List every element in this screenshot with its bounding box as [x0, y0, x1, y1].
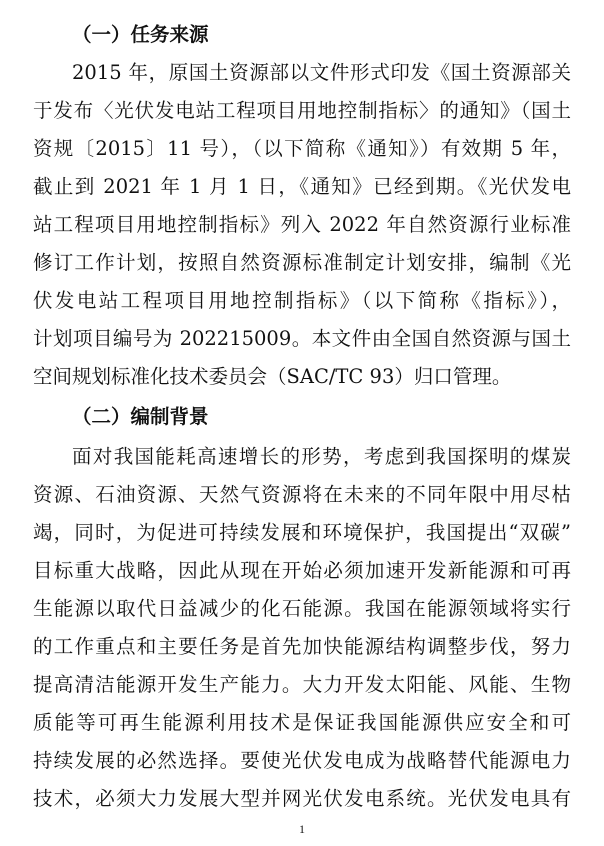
paragraph-line: 面对我国能耗高速增长的形势，考虑到我国探明的煤炭 — [72, 445, 571, 468]
paragraph-line: 质能等可再生能源利用技术是保证我国能源供应安全和可 — [33, 711, 571, 734]
paragraph-line: 目标重大战略，因此从现在开始必须加速开发新能源和可再 — [33, 559, 571, 582]
page-number: 1 — [299, 822, 305, 836]
paragraph-line: 伏发电站工程项目用地控制指标》（以下简称《指标》）， — [33, 289, 571, 312]
paragraph-line: 持续发展的必然选择。要使光伏发电成为战略替代能源电力 — [33, 749, 571, 772]
paragraph-line: 生能源以取代日益减少的化石能源。我国在能源领域将实行 — [33, 597, 571, 620]
paragraph-line: 资规〔2015〕11 号），（以下简称《通知》）有效期 5 年， — [33, 137, 571, 160]
paragraph-line: 站工程项目用地控制指标》列入 2022 年自然资源行业标准 — [33, 213, 571, 236]
paragraph-line: 修订工作计划，按照自然资源标准制定计划安排，编制《光 — [33, 251, 571, 274]
paragraph-line: 技术，必须大力发展大型并网光伏发电系统。光伏发电具有 — [33, 787, 571, 810]
paragraph-line: 提高清洁能源开发生产能力。大力开发太阳能、风能、生物 — [33, 673, 571, 696]
section-heading-background: （二）编制背景 — [72, 405, 209, 428]
paragraph-line: 竭，同时，为促进可持续发展和环境保护，我国提出“双碳” — [33, 521, 571, 544]
paragraph-line: 2015 年，原国土资源部以文件形式印发《国土资源部关 — [72, 61, 571, 84]
paragraph-line: 的工作重点和主要任务是首先加快能源结构调整步伐，努力 — [33, 635, 571, 658]
section-heading-task-source: （一）任务来源 — [72, 23, 209, 46]
paragraph-line: 资源、石油资源、天然气资源将在未来的不同年限中用尽枯 — [33, 483, 571, 506]
paragraph-line: 空间规划标准化技术委员会（SAC/TC 93）归口管理。 — [33, 365, 512, 388]
paragraph-line: 截止到 2021 年 1 月 1 日，《通知》已经到期。《光伏发电 — [33, 175, 571, 198]
paragraph-line: 计划项目编号为 202215009。本文件由全国自然资源与国土 — [33, 327, 571, 350]
paragraph-line: 于发布〈光伏发电站工程项目用地控制指标〉的通知》（国土 — [33, 99, 571, 122]
